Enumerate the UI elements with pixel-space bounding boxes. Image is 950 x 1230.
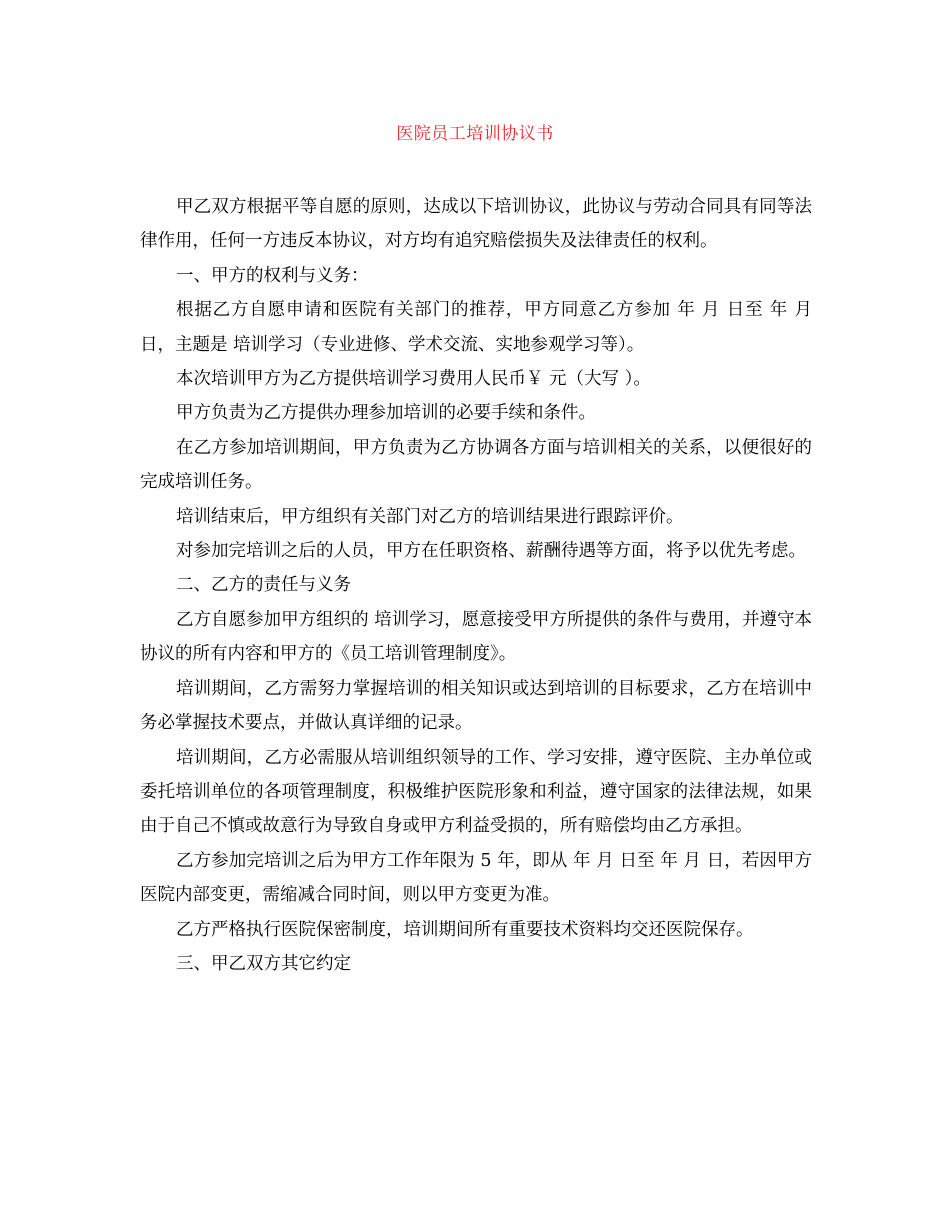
section-heading-other-terms: 三、甲乙双方其它约定 xyxy=(176,953,351,974)
paragraph: 根据乙方自愿申请和医院有关部门的推荐，甲方同意乙方参加 年 月 日至 年 月 日，主题是 培训学习（专业进修、学术交流、实地参观学习等）。 xyxy=(140,300,812,355)
paragraph: 培训结束后，甲方组织有关部门对乙方的培训结果进行跟踪评价。 xyxy=(176,506,684,527)
paragraph: 乙方自愿参加甲方组织的 培训学习，愿意接受甲方所提供的条件与费用，并遵守本协议的所有内容和甲方的《员工培训管理制度》。 xyxy=(140,609,812,665)
paragraph: 对参加完培训之后的人员，甲方在任职资格、薪酬待遇等方面，将予以优先考虑。 xyxy=(176,541,806,562)
document-title: 医院员工培训协议书 xyxy=(396,124,554,144)
paragraph: 在乙方参加培训期间，甲方负责为乙方协调各方面与培训相关的关系，以便很好的完成培训任务。 xyxy=(140,437,812,493)
paragraph: 乙方参加完培训之后为甲方工作年限为 5 年，即从 年 月 日至 年 月 日，若因甲方医院内部变更，需缩减合同时间，则以甲方变更为准。 xyxy=(140,850,812,906)
paragraph: 乙方严格执行医院保密制度，培训期间所有重要技术资料均交还医院保存。 xyxy=(176,919,754,940)
document-body xyxy=(140,190,812,981)
section-heading-party-b: 二、乙方的责任与义务 xyxy=(176,575,351,596)
paragraph: 甲方负责为乙方提供办理参加培训的必要手续和条件。 xyxy=(176,403,596,424)
paragraph: 培训期间，乙方必需服从培训组织领导的工作、学习安排，遵守医院、主办单位或委托培训单位的各项管理制度，积极维护医院形象和利益，遵守国家的法律法规，如果由于自己不慎或故意行为导致自身或甲方利益受损的，所有赔偿均由乙方承担。 xyxy=(140,747,812,837)
paragraph: 本次培训甲方为乙方提供培训学习费用人民币￥ 元（大写 ）。 xyxy=(176,369,651,390)
paragraph: 培训期间，乙方需努力掌握培训的相关知识或达到培训的目标要求，乙方在培训中务必掌握技术要点，并做认真详细的记录。 xyxy=(140,678,812,734)
paragraph-intro: 甲乙双方根据平等自愿的原则，达成以下培训协议，此协议与劳动合同具有同等法律作用，任何一方违反本协议，对方均有追究赔偿损失及法律责任的权利。 xyxy=(140,197,812,252)
section-heading-party-a: 一、甲方的权利与义务： xyxy=(176,265,369,286)
